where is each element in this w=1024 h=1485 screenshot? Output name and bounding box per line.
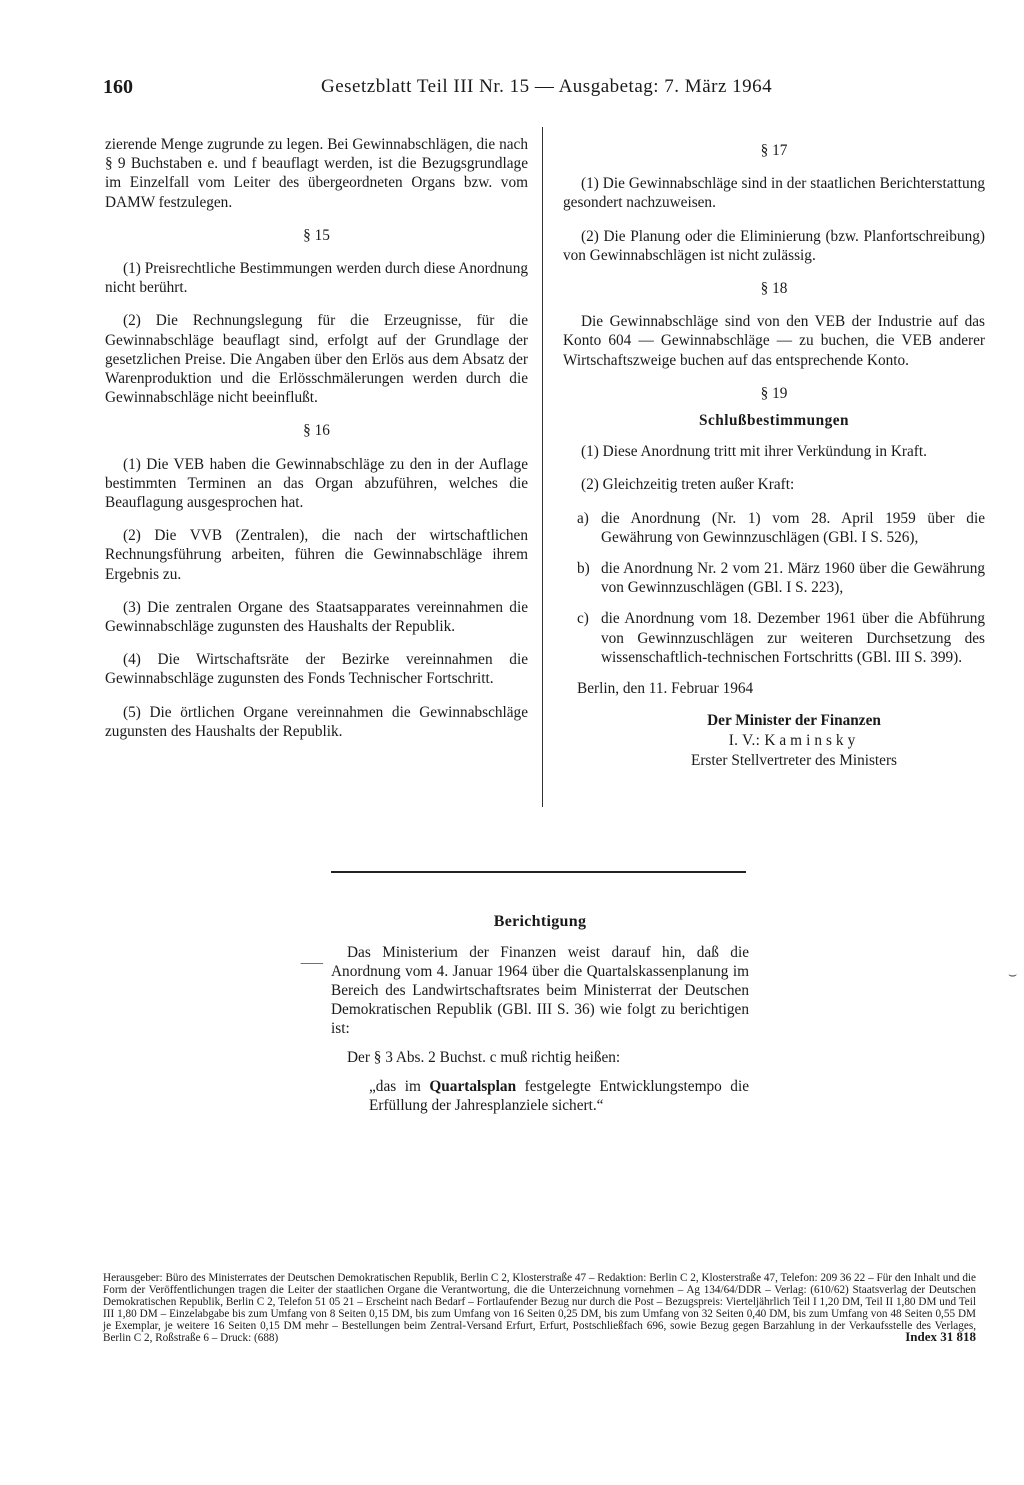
section-16-paragraph-1: (1) Die VEB haben die Gewinnabschläge zu den in der Auflage bestimmten Terminen an das Organ abzuführen, welches die Beauflagung ausgesprochen hat. bbox=[105, 455, 528, 512]
section-16-heading: § 16 bbox=[303, 422, 330, 440]
place-date: Berlin, den 11. Februar 1964 bbox=[577, 680, 754, 698]
margin-mark: ⸺ bbox=[300, 956, 324, 971]
section-15-heading: § 15 bbox=[303, 226, 330, 244]
page-number: 160 bbox=[103, 76, 133, 98]
section-15-paragraph-1: (1) Preisrechtliche Bestimmungen werden durch diese Anordnung nicht berührt. bbox=[105, 260, 528, 297]
section-16-paragraph-4: (4) Die Wirtschaftsräte der Bezirke vereinnahmen die Gewinnabschläge zugunsten des Fonds Technischer Fortschritt. bbox=[105, 651, 528, 688]
list-item-text: die Anordnung vom 18. Dezember 1961 über die Abführung von Gewinnzuschlägen zur weiteren Durchsetzung des wissenschaftlich-technischen Fortschritts (GBl. III S. 399). bbox=[601, 610, 985, 666]
page-header bbox=[103, 76, 803, 102]
section-19-title: Schlußbestimmungen bbox=[698, 412, 850, 430]
section-divider bbox=[331, 871, 746, 873]
section-18-heading: § 18 bbox=[760, 280, 788, 298]
right-column bbox=[563, 135, 985, 771]
berichtigung-block bbox=[331, 912, 749, 1115]
section-19-paragraph-2: (2) Gleichzeitig treten außer Kraft: bbox=[581, 476, 795, 494]
iv-prefix: I. V.: bbox=[728, 732, 761, 750]
section-15-paragraph-2: (2) Die Rechnungslegung für die Erzeugnisse, für die Gewinnabschläge beauflagt sind, erfolgt auf der Grundlage der gesetzlichen Preise. Die Angaben über den Erlös aus dem Absatz der Warenproduktion und die Erlösschmälerungen werden durch die Gewinnabschläge nicht beeinflußt. bbox=[105, 312, 528, 407]
signature-block bbox=[563, 679, 985, 771]
left-column bbox=[105, 135, 528, 755]
section-18-paragraph-1: Die Gewinnabschläge sind von den VEB der Industrie auf das Konto 604 — Gewinnabschläge — zu buchen, die VEB anderer Wirtschaftszweige buchen auf das entsprechende Konto. bbox=[563, 313, 985, 369]
list-item-label: a) bbox=[577, 509, 589, 527]
margin-mark: ⌣ bbox=[1008, 968, 1018, 983]
berichtigung-body: Das Ministerium der Finanzen weist darauf hin, daß die Anordnung vom 4. Januar 1964 über die Quartalskassenplanung im Bereich des Landwirtschaftsrates beim Ministerrat der Deutschen Demokratischen Republik (GBl. III S. 36) wie folgt zu berichtigen ist: bbox=[331, 944, 749, 1037]
berichtigung-line: Der § 3 Abs. 2 Buchst. c muß richtig heißen: bbox=[347, 1049, 621, 1066]
list-item bbox=[563, 609, 985, 667]
signatory-role: Erster Stellvertreter des Ministers bbox=[690, 752, 898, 770]
section-16-paragraph-5: (5) Die örtlichen Organe vereinnahmen die Gewinnabschläge zugunsten des Haushalts der Republik. bbox=[105, 703, 528, 740]
signatory-name: Kaminsky bbox=[764, 732, 860, 750]
list-item-text: die Anordnung Nr. 2 vom 21. März 1960 über die Gewährung von Gewinnzuschlägen (GBl. I S. 223), bbox=[601, 560, 985, 597]
list-item-label: c) bbox=[577, 610, 589, 628]
quote-emphasis: Quartalsplan bbox=[429, 1078, 517, 1095]
list-item bbox=[563, 559, 985, 597]
section-17-paragraph-1: (1) Die Gewinnabschläge sind in der staatlichen Berichterstattung gesondert nachzuweisen. bbox=[563, 175, 985, 212]
minister-title: Der Minister der Finanzen bbox=[707, 712, 881, 730]
footer-text: Herausgeber: Büro des Ministerrates der Deutschen Demokratischen Republik, Berlin C 2, Klosterstraße 47 – Redaktion: Berlin C 2, Klosterstraße 47, Telefon: 209 36 22 – Für den Inhalt und die Form der Veröffentlichungen tragen die Leiter der staatlichen Organe die Verantwortung, die die Unterzeichnung vornehmen – Ag 134/64/DDR – Verlag: (610/62) Staatsverlag der Deutschen Demokratischen Republik, Berlin C 2, Telefon 51 05 21 – Erscheint nach Bedarf – Fortlaufender Bezug nur durch die Post – Bezugspreis: Vierteljährlich Teil I 1,20 DM, Teil II 1,80 DM und Teil III 1,80 DM – Einzelabgabe bis zum Umfang von 8 Seiten 0,15 DM, bis zum Umfang von 16 Seiten 0,25 DM, bis zum Umfang von 32 Seiten 0,40 DM, bis zum Umfang von 48 Seiten 0,55 DM je Exemplar, je weitere 16 Seiten 0,15 DM mehr – Bestellungen beim Zentral-Versand Erfurt, Erfurt, Postschließfach 696, sowie Bezug gegen Barzahlung in der Verkaufsstelle des Verlages, Berlin C 2, Roßstraße 6 – Druck: (688) bbox=[103, 1272, 976, 1344]
index-number: Index 31 818 bbox=[905, 1329, 976, 1344]
section-16-paragraph-2: (2) Die VVB (Zentralen), die nach der wirtschaftlichen Rechnungsführung arbeiten, führen die Gewinnabschläge ihrem Ergebnis zu. bbox=[105, 527, 528, 583]
berichtigung-quote bbox=[369, 1077, 749, 1115]
section-19-paragraph-1: (1) Diese Anordnung tritt mit ihrer Verkündung in Kraft. bbox=[581, 443, 927, 461]
berichtigung-title: Berichtigung bbox=[493, 913, 587, 930]
section-17-heading: § 17 bbox=[760, 142, 788, 159]
publisher-footer bbox=[103, 1272, 976, 1344]
list-item-label: b) bbox=[577, 560, 590, 578]
quote-start: „das im bbox=[369, 1078, 421, 1095]
section-17-paragraph-2: (2) Die Planung oder die Eliminierung (bzw. Planfortschreibung) von Gewinnabschlägen ist nicht zulässig. bbox=[563, 227, 985, 264]
quote-end: festgelegte Entwicklungstempo die Erfüllung der Jahresplanziele sichert.“ bbox=[369, 1078, 749, 1114]
continued-paragraph: zierende Menge zugrunde zu legen. Bei Gewinnabschlägen, die nach § 9 Buchstaben e. und f beauflagt werden, ist die Bezugsgrundlage im Einzelfall vom Leiter des übergeordneten Organs bzw. vom DAMW festzulegen. bbox=[105, 136, 528, 211]
section-19-heading: § 19 bbox=[760, 384, 788, 402]
section-16-paragraph-3: (3) Die zentralen Organe des Staatsapparates vereinnahmen die Gewinnabschläge zugunsten des Haushalts der Republik. bbox=[105, 598, 528, 636]
deputy-line bbox=[563, 731, 985, 751]
list-item-text: die Anordnung (Nr. 1) vom 28. April 1959 über die Gewährung von Gewinnzuschlägen (GBl. I S. 526), bbox=[601, 509, 985, 546]
list-item bbox=[563, 509, 985, 547]
gazette-title: Gesetzblatt Teil III Nr. 15 — Ausgabetag: 7. März 1964 bbox=[321, 76, 773, 97]
column-divider bbox=[542, 127, 543, 807]
